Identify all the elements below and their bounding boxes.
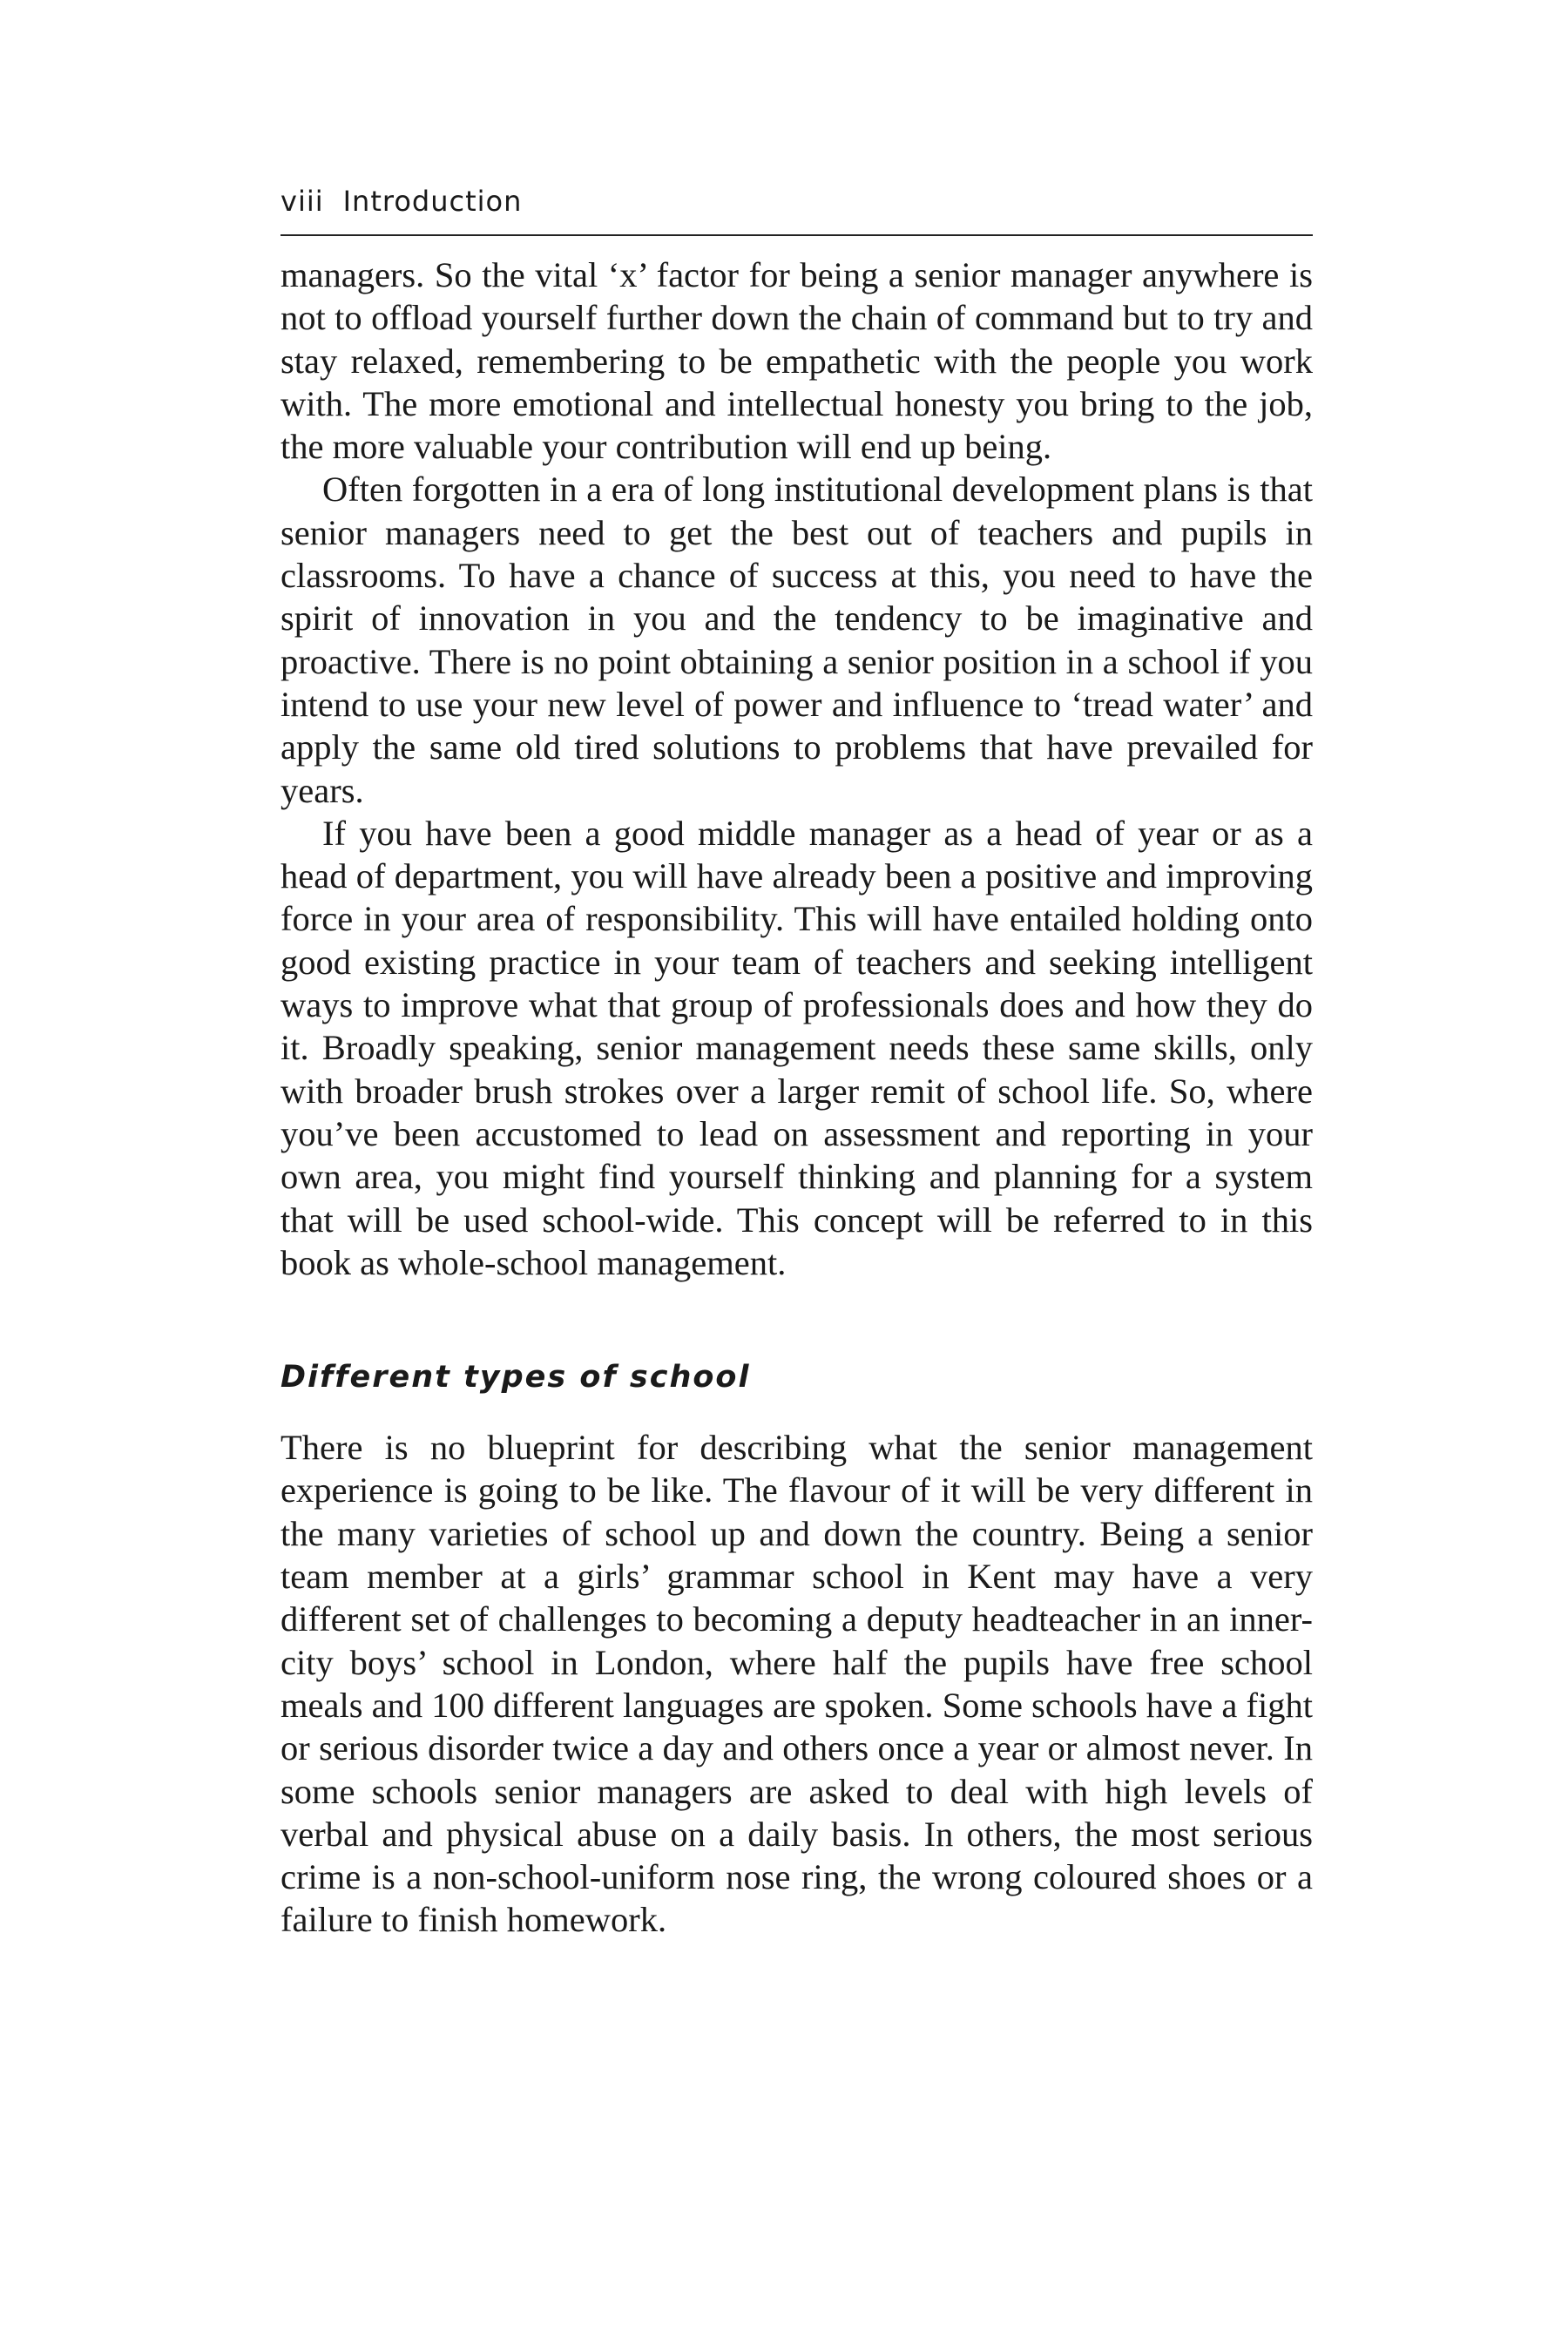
- book-page: [280, 187, 1313, 1942]
- page-number: viii: [280, 185, 324, 218]
- paragraph-3: If you have been a good middle manager as a head of year or as a head of department, you will have already been a positive and improving force in your area of responsibility. This will have entailed holding onto good existing practice in your team of teachers and seeking intelligent ways to improve what that group of professionals does and how they do it. Broadly speaking, senior management needs these same skills, only with broader brush strokes over a larger remit of school life. So, where you’ve been accustomed to lead on assessment and reporting in your own area, you might find yourself thinking and planning for a system that will be used school-wide. This concept will be referred to in this book as whole-school management.: [280, 813, 1313, 1282]
- running-title: Introduction: [342, 185, 523, 218]
- section-heading: Different types of school: [280, 1360, 751, 1396]
- running-header: [280, 187, 1313, 236]
- paragraph-4: There is no blueprint for describing what the senior management experience is going to be like. The flavour of it will be very different in the many varieties of school up and down the country. Being a senior team member at a girls’ grammar school in Kent may have a very different set of challenges to becoming a deputy headteacher in an inner-city boys’ school in London, where half the pupils have free school meals and 100 different languages are spoken. Some schools have a fight or serious disorder twice a day and others once a year or almost never. In some schools senior managers are asked to deal with high levels of verbal and physical abuse on a daily basis. In others, the most serious crime is a non-school-uniform nose ring, the wrong coloured shoes or a failure to finish homework.: [280, 1428, 1313, 1940]
- paragraph-1: managers. So the vital ‘x’ factor for being a senior manager anywhere is not to offload yourself further down the chain of command but to try and stay relaxed, remembering to be empathetic with the people you work with. The more emotional and intellectual honesty you bring to the job, the more valuable your contribution will end up being.: [280, 255, 1313, 467]
- paragraph-2: Often forgotten in a era of long institutional development plans is that senior managers need to get the best out of teachers and pupils in classrooms. To have a chance of success at this, you need to have the spirit of innovation in you and the tendency to be imaginative and proactive. There is no point obtaining a senior position in a school if you intend to use your new level of power and influence to ‘tread water’ and apply the same old tired solutions to problems that have prevailed for years.: [280, 470, 1313, 810]
